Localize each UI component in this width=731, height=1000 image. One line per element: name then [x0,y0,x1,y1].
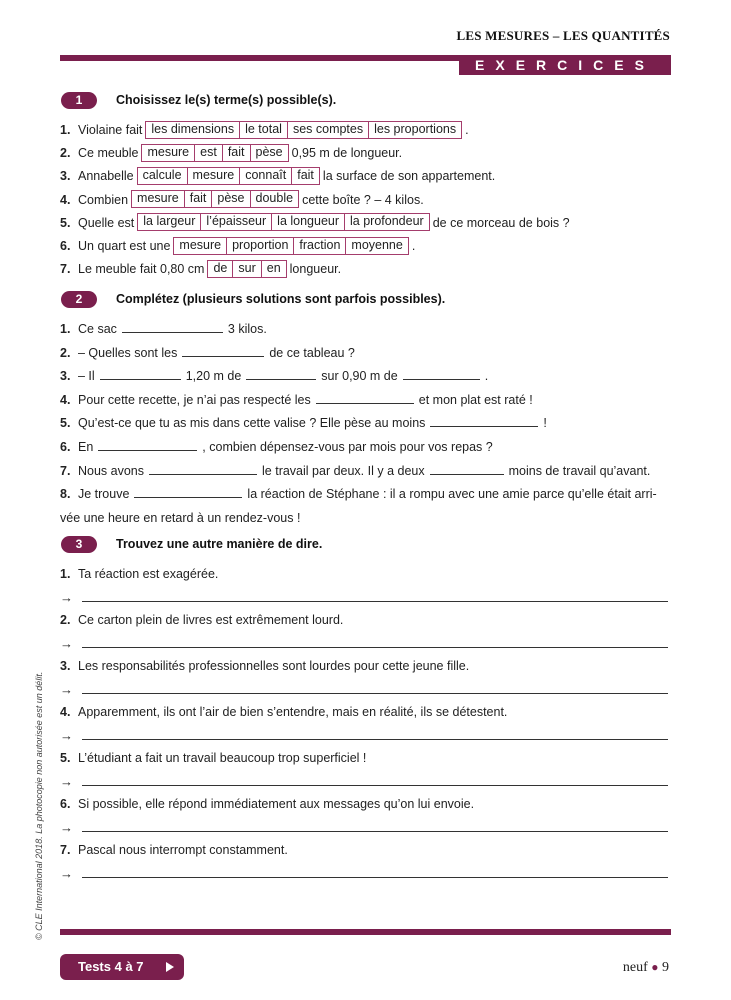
choice-option[interactable]: la longueur [271,214,344,230]
answer-line[interactable] [82,773,668,786]
choice-option[interactable]: pèse [211,191,249,207]
answer-line[interactable] [82,819,668,832]
exercices-banner: EXERCICES [459,55,671,75]
choice-option[interactable]: en [261,261,286,277]
choice-option[interactable]: mesure [137,191,179,206]
item-number: 6. [60,439,71,454]
choice-option[interactable]: fait [291,168,319,184]
item-number: 1. [60,123,71,137]
exercise-1-title: Choisissez le(s) terme(s) possible(s). [116,93,337,107]
item-number: 4. [60,192,71,207]
choice-option[interactable]: les dimensions [151,121,235,136]
item-text-after: . [465,123,469,137]
item-text: la réaction de Stéphane : il a rompu avec une amie parce qu’elle était arri- [247,487,657,502]
choice-option[interactable]: fait [184,191,212,207]
item-number: 6. [60,238,71,253]
item-text: Apparemment, ils ont l’air de bien s’entendre, mais en réalité, ils se détestent. [78,705,508,719]
tests-link-button[interactable] [60,954,184,980]
item-text: sur 0,90 m de [321,369,398,384]
exercise-3-item [60,565,668,583]
item-text: 1,20 m de [185,369,242,384]
choice-option[interactable]: ses comptes [287,122,368,138]
choice-option[interactable]: mesure [147,144,190,159]
exercise-1-item [60,237,570,255]
exercise-1-badge: 1 [61,92,97,109]
item-text-before: Annabelle [78,169,134,184]
exercise-2-item [60,391,657,409]
exercise-2-item [60,414,657,432]
arrow-icon: → [60,866,73,881]
page-number-digit: 9 [662,960,669,975]
item-text: L’étudiant a fait un travail beaucoup trop superficiel ! [78,751,367,765]
item-number: 4. [60,392,71,407]
item-text: . [484,369,489,384]
item-text: , combien dépensez-vous par mois pour vos repas ? [202,439,493,454]
play-arrow-icon [166,962,174,972]
arrow-icon: → [60,590,73,605]
choice-box [141,144,288,162]
choice-box [173,237,408,255]
item-text-before: Ce meuble [78,146,139,161]
item-text: 3 kilos. [227,322,267,336]
item-text-after: . [411,238,416,253]
choice-option[interactable]: les proportions [368,122,461,138]
exercise-2-title: Complétez (plusieurs solutions sont parfois possibles). [116,292,446,306]
item-number: 3. [60,659,71,673]
item-number: 7. [60,843,71,857]
page-number-word: neuf [622,960,648,975]
answer-blank[interactable] [182,344,264,357]
answer-blank[interactable] [134,485,242,498]
page-number [623,960,669,976]
arrow-icon: → [60,682,73,697]
exercise-2-list [60,320,657,527]
answer-blank[interactable] [316,391,414,404]
item-text: Ce sac [78,322,117,336]
copyright-notice: © CLE International 2018. La photocopie non autorisée est un délit. [34,671,44,940]
item-number: 8. [60,487,71,502]
item-text-before: Un quart est une [78,238,171,253]
exercise-1-item [60,260,570,278]
exercise-3-item [60,657,668,675]
answer-blank[interactable] [246,367,316,380]
item-text: Qu’est-ce que tu as mis dans cette valise ? Elle pèse au moins [78,416,426,431]
choice-option[interactable]: proportion [226,238,293,254]
footer-rule [60,929,671,935]
item-text-after: cette boîte ? – 4 kilos. [302,192,424,207]
item-text-before: Quelle est [78,215,135,230]
item-number: 2. [60,345,71,360]
choice-option[interactable]: pèse [250,145,288,161]
answer-row [60,819,668,837]
answer-line[interactable] [82,635,668,648]
choice-option[interactable]: calcule [142,168,182,183]
item-text: – Quelles sont les [78,345,178,360]
item-number: 3. [60,169,71,184]
exercise-2-item [60,438,657,456]
item-text-before: Violaine fait [78,123,143,137]
exercise-1-item [60,121,570,139]
exercise-3-list [60,565,668,887]
item-text: Ce carton plein de livres est extrêmement lourd. [78,613,344,627]
exercise-2-item [60,462,657,480]
exercise-2-item [60,485,657,503]
arrow-icon: → [60,774,73,789]
item-text: Ta réaction est exagérée. [78,567,219,581]
exercise-2-item [60,344,657,362]
choice-option[interactable]: la profondeur [344,214,429,230]
item-text-after: longueur. [289,262,342,277]
item-text: Si possible, elle répond immédiatement aux messages qu’on lui envoie. [78,797,475,811]
exercise-2-badge: 2 [61,291,97,308]
choice-option[interactable]: de [213,260,228,275]
item-number: 7. [60,463,71,478]
item-number: 3. [60,369,71,384]
answer-blank[interactable] [430,414,538,427]
choice-option[interactable]: est [194,145,222,161]
exercise-3-item [60,795,668,813]
item-text: – Il [78,369,95,384]
exercise-2-item [60,320,657,338]
choice-box [131,190,299,208]
item-number: 5. [60,215,71,230]
exercise-2-item-continuation: vée une heure en retard à un rendez-vous ! [60,510,301,525]
arrow-icon: → [60,820,73,835]
item-number: 7. [60,262,71,277]
item-number: 1. [60,567,71,581]
choice-option[interactable]: connaît [239,168,291,184]
answer-blank[interactable] [122,320,223,333]
choice-option[interactable]: fait [222,145,250,161]
answer-line[interactable] [82,681,668,694]
item-text-after: la surface de son appartement. [322,169,496,184]
exercise-3-item [60,703,668,721]
exercise-3-item [60,749,668,767]
answer-blank[interactable] [98,438,197,451]
answer-blank[interactable] [100,367,181,380]
exercise-1-item [60,144,570,162]
choice-option[interactable]: l’épaisseur [200,214,271,230]
choice-option[interactable]: la largeur [143,214,196,229]
item-text: le travail par deux. Il y a deux [262,463,425,478]
answer-row [60,865,668,883]
exercise-3-title: Trouvez une autre manière de dire. [116,537,323,551]
choice-option[interactable]: moyenne [345,238,407,254]
tests-link-label: Tests 4 à 7 [78,959,144,974]
answer-blank[interactable] [403,367,480,380]
item-number: 4. [60,705,71,719]
exercise-3-item [60,611,668,629]
answer-line[interactable] [82,727,668,740]
exercise-1-item [60,167,570,185]
choice-option[interactable]: sur [232,261,260,277]
choice-option[interactable]: fraction [293,238,345,254]
item-text: En [78,439,94,454]
answer-blank[interactable] [149,462,257,475]
choice-option[interactable]: mesure [187,168,240,184]
exercise-2-item [60,367,657,385]
arrow-icon: → [60,728,73,743]
bullet-dot-icon: ● [651,960,659,974]
item-text-after: de ce morceau de bois ? [432,215,570,230]
answer-row [60,773,668,791]
item-text-before: Combien [78,192,129,207]
choice-option[interactable]: double [250,191,299,207]
item-text-after: 0,95 m de longueur. [291,146,403,161]
exercise-1-list [60,121,570,283]
item-number: 1. [60,322,71,336]
answer-line[interactable] [82,589,668,602]
exercise-3-item [60,841,668,859]
exercise-1-item [60,214,570,232]
choice-box [145,121,462,139]
item-number: 5. [60,416,71,431]
item-text: et mon plat est raté ! [418,392,533,407]
item-text: Je trouve [78,487,130,502]
choice-option[interactable]: mesure [179,237,222,252]
item-text: moins de travail qu’avant. [508,463,651,478]
item-number: 6. [60,797,71,811]
arrow-icon: → [60,636,73,651]
answer-line[interactable] [82,865,668,878]
choice-option[interactable]: le total [239,122,287,138]
item-text: Nous avons [78,463,145,478]
answer-blank[interactable] [430,462,504,475]
item-text: Les responsabilités professionnelles sont lourdes pour cette jeune fille. [78,659,470,673]
item-number: 5. [60,751,71,765]
answer-row [60,589,668,607]
chapter-title: LES MESURES – LES QUANTITÉS [456,28,670,43]
item-text: de ce tableau ? [269,345,355,360]
item-text: Pour cette recette, je n’ai pas respecté les [78,392,311,407]
choice-box [207,260,286,278]
item-text: Pascal nous interrompt constamment. [78,843,288,857]
exercise-3-badge: 3 [61,536,97,553]
item-number: 2. [60,146,71,161]
item-number: 2. [60,613,71,627]
answer-row [60,635,668,653]
answer-row [60,681,668,699]
exercise-1-item [60,191,570,209]
choice-box [137,213,429,231]
answer-row [60,727,668,745]
choice-box [137,167,320,185]
item-text: ! [543,416,547,431]
item-text-before: Le meuble fait 0,80 cm [78,262,205,277]
